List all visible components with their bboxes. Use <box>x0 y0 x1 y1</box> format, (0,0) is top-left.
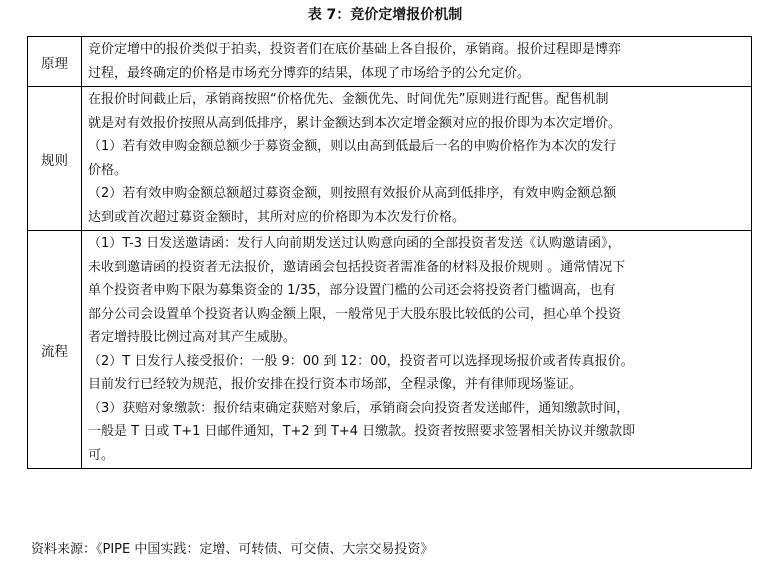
content-line: （2）T 日发行人接受报价：一般 9：00 到 12：00，投资者可以选择现场报价或者传真报价。 <box>88 353 634 369</box>
pricing-mechanism-table <box>27 36 752 469</box>
row-label-process: 流程 <box>28 231 82 469</box>
table-row-principle <box>28 37 752 87</box>
content-line: 在报价时间截止后，承销商按照“价格优先、金额优先、时间优先”原则进行配售。配售机制 <box>88 92 609 107</box>
content-line: 价格。 <box>88 162 128 178</box>
table-row-process <box>28 231 752 469</box>
content-line: 可。 <box>88 447 115 463</box>
table-title: 表 7：竞价定增报价机制 <box>307 7 463 23</box>
content-line: 单个投资者申购下限为募集资金的 1/35，部分设置门槛的公司还会将投资者门槛调高，也有 <box>88 283 616 298</box>
row-content-principle <box>82 37 752 87</box>
content-line: 竞价定增中的报价类似于拍卖，投资者们在底价基础上各自报价，承销商。报价过程即是博弈 <box>88 42 622 57</box>
content-line: 一般是 T 日或 T+1 日邮件通知，T+2 到 T+4 日缴款。投资者按照要求签署相关协议并缴款即 <box>88 424 636 439</box>
content-line: （2）若有效申购金额总额超过募资金额，则按照有效报价从高到低排序，有效申购金额总额 <box>88 186 617 201</box>
row-content-rules <box>82 87 752 231</box>
content-line: 就是对有效报价按照从高到低排序，累计金额达到本次定增金额对应的报价即为本次定增价。 <box>88 115 622 131</box>
table-row-rules <box>28 87 752 231</box>
content-line: 达到或首次超过募资金额时，其所对应的价格即为本次发行价格。 <box>88 209 466 225</box>
row-content-process <box>82 231 752 469</box>
content-line: 目前发行已经较为规范，报价安排在投行资本市场部，全程录像，并有律师现场鉴证。 <box>88 377 583 392</box>
content-line: 者定增持股比例过高对其产生威胁。 <box>88 330 297 345</box>
content-line: 过程，最终确定的价格是市场充分博弈的结果，体现了市场给予的公允定价。 <box>88 65 531 81</box>
row-label-rules: 规则 <box>28 87 82 231</box>
content-line: （1）T-3 日发送邀请函：发行人向前期发送过认购意向函的全部投资者发送《认购邀请函》， <box>88 236 621 251</box>
content-line: （1）若有效申购金额总额少于募资金额，则以由高到低最后一名的申购价格作为本次的发行 <box>88 139 617 154</box>
content-line: （3）获赔对象缴款：报价结束确定获赔对象后，承销商会向投资者发送邮件，通知缴款时间， <box>88 400 630 416</box>
source-note: 资料来源：《PIPE 中国实践：定增、可转债、可交债、大宗交易投资》 <box>31 542 434 557</box>
content-line: 部分公司会设置单个投资者认购金额上限，一般常见于大股东股比较低的公司，担心单个投资 <box>88 306 622 322</box>
row-label-principle: 原理 <box>28 37 82 87</box>
content-line: 未收到邀请函的投资者无法报价，邀请函会包括投资者需准备的材料及报价规则 。通常情况下 <box>88 259 626 275</box>
